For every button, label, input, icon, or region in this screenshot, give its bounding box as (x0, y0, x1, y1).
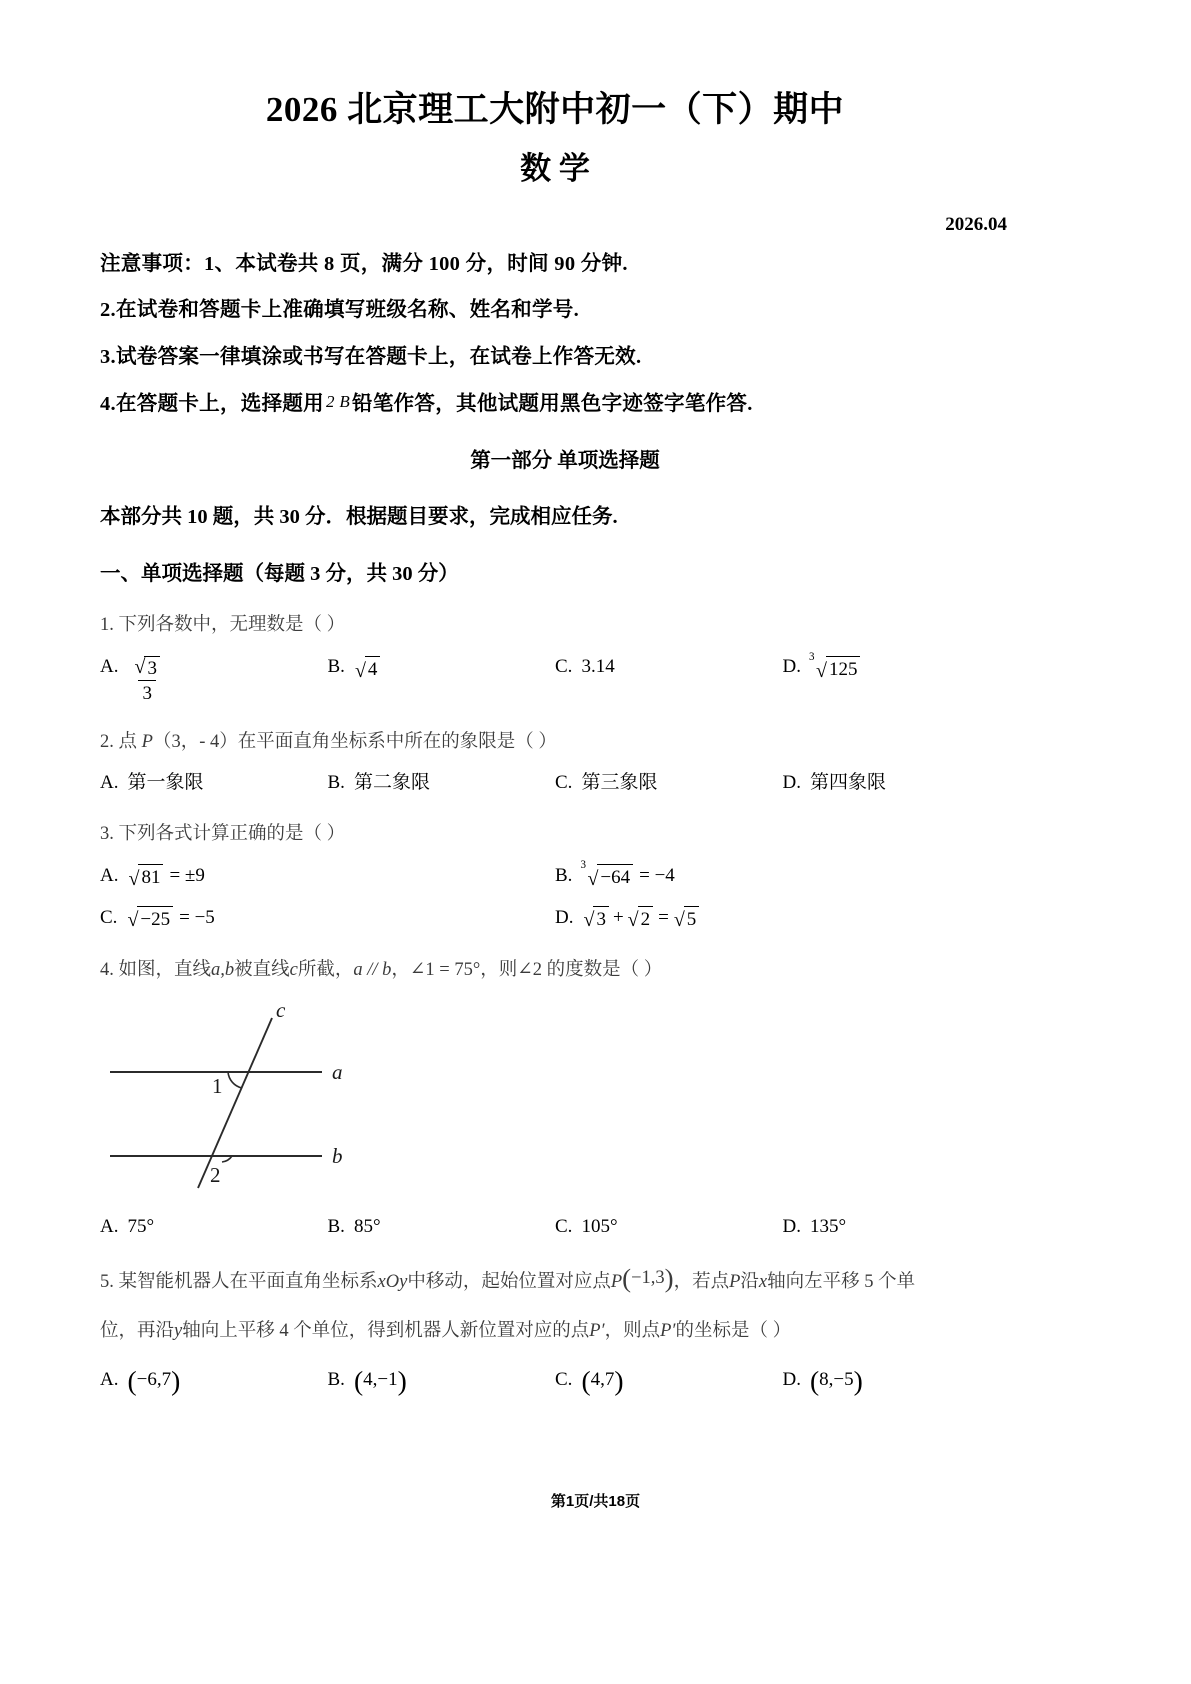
question-1-text: 下列各数中，无理数是（ ） (118, 614, 346, 635)
option-value: ( −6,7 ) (127, 1364, 181, 1396)
notice-line-1: 注意事项：1、本试卷共 8 页，满分 100 分，时间 90 分钟. (100, 252, 628, 275)
question-2-option-a[interactable] (100, 772, 328, 795)
question-2-text-prefix: 点 (118, 732, 138, 753)
question-2-text-suffix: （3，- 4）在平面直角坐标系中所在的象限是（ ） (152, 732, 557, 753)
q5-var-y: y (174, 1320, 183, 1341)
page-footer: 第1页/共18页 (550, 1493, 641, 1510)
question-5-stem-line-2 (100, 1318, 1010, 1345)
figure-angle-1-label: 1 (212, 1074, 223, 1099)
radicand: 3 (593, 906, 609, 932)
option-value: 3.14 (581, 656, 615, 678)
part-one-description: 本部分共 10 题，共 30 分．根据题目要求，完成相应任务. (100, 505, 618, 528)
option-letter: B. (555, 865, 573, 887)
option-value: √ 3 + √ 2 = √ 5 (582, 906, 700, 932)
question-4-option-b[interactable] (328, 1216, 556, 1239)
question-3-stem (100, 821, 1010, 848)
question-1 (100, 612, 1010, 704)
radicand: −25 (137, 906, 173, 932)
root-index: 3 (808, 651, 815, 664)
option-value (808, 651, 861, 683)
question-3-options-row-1 (100, 858, 1010, 890)
q5-t8: ，则点 (604, 1320, 661, 1341)
option-letter: A. (100, 772, 119, 794)
question-3-option-a[interactable] (100, 864, 555, 890)
option-value: 75° (127, 1216, 155, 1238)
option-letter: D. (782, 1368, 801, 1390)
part-one-heading: 第一部分 单项选择题 (470, 449, 660, 472)
question-2-option-d[interactable] (783, 772, 1011, 795)
question-3 (100, 821, 1010, 931)
option-letter: C. (555, 1216, 573, 1238)
radicand: −64 (597, 864, 633, 890)
question-3-option-c[interactable] (100, 906, 555, 932)
sqrt-icon: √ 81 (128, 864, 163, 890)
question-5-option-b[interactable] (327, 1364, 556, 1396)
question-4-text-1: 如图，直线 (118, 960, 212, 981)
sqrt-icon: √ 3 (583, 906, 608, 932)
question-3-option-b[interactable] (555, 858, 1010, 890)
page-content (100, 0, 1010, 1396)
option-value: 第三象限 (581, 772, 658, 794)
option-letter: C. (555, 772, 573, 794)
option-letter: A. (100, 1216, 119, 1238)
option-letter: A. (100, 1368, 119, 1390)
question-1-option-d[interactable] (783, 648, 1011, 682)
question-4-text-4: ，∠1 = 75°，则∠2 的度数是（ ） (391, 960, 663, 981)
option-value: 105° (581, 1216, 618, 1238)
subject-title: 数 学 (520, 150, 590, 186)
section-one-heading: 一、单项选择题（每题 3 分，共 30 分） (100, 562, 459, 585)
equation-tail: = −4 (639, 865, 675, 887)
figure-label-b: b (332, 1144, 343, 1169)
q5-t9: 的坐标是（ ） (675, 1320, 792, 1341)
question-4-text-2: 被直线 (234, 960, 290, 981)
question-4 (100, 957, 1010, 1239)
notice-line-4 (100, 393, 1010, 415)
question-5-stem-line-1 (100, 1262, 1010, 1296)
equation-tail: = ±9 (169, 865, 205, 887)
question-4-stem (100, 957, 1010, 984)
cube-root-icon: 3 √ 125 (811, 656, 860, 682)
question-4-number: 4. (100, 960, 114, 981)
angle-1-arc (228, 1072, 242, 1088)
option-letter: D. (782, 656, 801, 678)
q5-var-p: P (610, 1271, 623, 1292)
option-value: 第二象限 (353, 772, 430, 794)
radicand: 81 (138, 864, 163, 890)
option-letter: D. (782, 1216, 801, 1238)
option-letter: B. (327, 656, 345, 678)
figure-angle-2-label: 2 (210, 1163, 221, 1188)
notice-line-4-prefix: 4.在答题卡上，选择题用 (100, 393, 324, 415)
cube-root-icon: 3 √ −64 (582, 864, 633, 890)
question-1-option-c[interactable] (555, 648, 783, 679)
question-2-option-c[interactable] (555, 772, 783, 795)
question-4-option-a[interactable] (100, 1216, 328, 1239)
q5-t7: 轴向上平移 4 个单位，得到机器人新位置对应的点 (182, 1320, 590, 1341)
q5-t6: 位，再沿 (100, 1320, 175, 1341)
radicand: 3 (144, 656, 160, 678)
question-1-option-a[interactable] (100, 648, 328, 703)
option-letter: D. (555, 907, 574, 929)
q5-var-pprime: P′ (589, 1320, 605, 1341)
sqrt-icon: √ 3 (134, 656, 159, 678)
q5-var-pprime-2: P′ (660, 1320, 676, 1341)
question-2-point-var: P (141, 732, 153, 753)
question-3-option-d[interactable] (555, 906, 1010, 932)
option-value: ( 4,−1 ) (353, 1364, 407, 1396)
coord-text: 8,−5 (819, 1368, 854, 1390)
figure-label-a: a (332, 1060, 343, 1085)
option-value: 第一象限 (127, 772, 204, 794)
option-value: 135° (809, 1216, 847, 1238)
q5-start-coord: ( −1,3 ) (622, 1262, 674, 1293)
option-value (580, 858, 675, 890)
coord-text: 4,−1 (363, 1368, 398, 1390)
q5-t2: 中移动，起始位置对应点 (407, 1271, 611, 1292)
question-4-option-c[interactable] (555, 1216, 783, 1239)
q5-t1: 某智能机器人在平面直角坐标系 (118, 1271, 378, 1292)
option-letter: D. (782, 772, 801, 794)
sqrt-icon: √ 5 (674, 906, 699, 932)
option-value (354, 656, 381, 682)
radicand: 5 (684, 906, 700, 932)
sqrt-icon: √ 2 (628, 906, 653, 932)
question-2-option-b[interactable] (328, 772, 556, 795)
question-4-figure (100, 990, 1010, 1200)
question-5 (100, 1262, 1010, 1396)
question-5-option-c[interactable] (555, 1364, 783, 1396)
figure-label-c: c (276, 998, 286, 1023)
question-5-options (100, 1364, 1010, 1396)
question-2-number: 2. (100, 732, 114, 753)
option-value: 第四象限 (809, 772, 886, 794)
pencil-grade-label: 2 B (325, 392, 351, 411)
question-4-option-d[interactable] (783, 1216, 1011, 1239)
question-1-option-b[interactable] (328, 648, 556, 682)
q5-t5: 轴向左平移 5 个单 (767, 1271, 916, 1292)
question-4-var-c: c (289, 960, 298, 981)
coord-text: −6,7 (136, 1368, 172, 1390)
option-value: ( 8,−5 ) (809, 1364, 863, 1396)
question-1-number: 1. (100, 614, 114, 635)
q5-var-xoy: xOy (377, 1271, 408, 1292)
question-2-stem (100, 729, 1010, 756)
notice-block (100, 254, 1010, 415)
notice-line-4-suffix: 铅笔作答，其他试题用黑色字迹签字笔作答. (352, 393, 753, 415)
notice-line-3: 3.试卷答案一律填涂或书写在答题卡上，在试卷上作答无效. (100, 345, 642, 368)
question-3-text: 下列各式计算正确的是（ ） (118, 823, 346, 844)
option-letter: A. (100, 865, 119, 887)
sqrt-icon: √ 4 (355, 656, 380, 682)
exam-date: 2026.04 (945, 213, 1007, 235)
option-letter: B. (327, 1368, 345, 1390)
option-letter: B. (327, 1216, 345, 1238)
option-letter: C. (555, 1368, 573, 1390)
option-value (127, 864, 204, 890)
equation-tail: = −5 (179, 907, 215, 929)
question-5-number: 5. (100, 1271, 114, 1292)
question-4-var-ab: a,b (211, 960, 235, 981)
page-title: 2026 北京理工大附中初一（下）期中 (265, 90, 845, 129)
question-2 (100, 729, 1010, 795)
question-5-option-a[interactable] (100, 1364, 328, 1396)
root-index: 3 (580, 858, 586, 871)
question-4-options (100, 1216, 1010, 1239)
question-3-number: 3. (100, 823, 114, 844)
q5-t3: ，若点 (673, 1271, 730, 1292)
option-value (126, 906, 214, 932)
question-4-parallel-expr: a // b (353, 960, 392, 981)
coord-text: 4,7 (590, 1368, 615, 1390)
option-letter: C. (555, 656, 573, 678)
question-4-text-3: 所截， (297, 960, 354, 981)
q5-var-p2: P (729, 1271, 741, 1292)
option-value: 85° (353, 1216, 381, 1238)
sqrt-icon: √ −25 (127, 906, 173, 932)
question-1-stem (100, 612, 1010, 639)
radicand: 125 (826, 656, 861, 682)
notice-line-2: 2.在试卷和答题卡上准确填写班级名称、姓名和学号. (100, 299, 579, 321)
question-5-option-d[interactable] (782, 1364, 1011, 1396)
q5-t4: 沿 (740, 1271, 759, 1292)
radicand: 4 (365, 656, 381, 682)
option-letter: C. (100, 907, 118, 929)
question-3-options-row-2 (100, 906, 1010, 932)
denominator: 3 (138, 680, 156, 703)
option-letter: B. (327, 772, 345, 794)
q5-var-x: x (758, 1271, 768, 1292)
option-value (127, 656, 166, 703)
q5-coord-visible: −1,3 (631, 1267, 665, 1288)
option-value: ( 4,7 ) (581, 1364, 624, 1396)
radicand: 2 (638, 906, 654, 932)
question-1-options (100, 648, 1010, 703)
option-letter: A. (100, 656, 119, 678)
question-2-options (100, 772, 1010, 795)
